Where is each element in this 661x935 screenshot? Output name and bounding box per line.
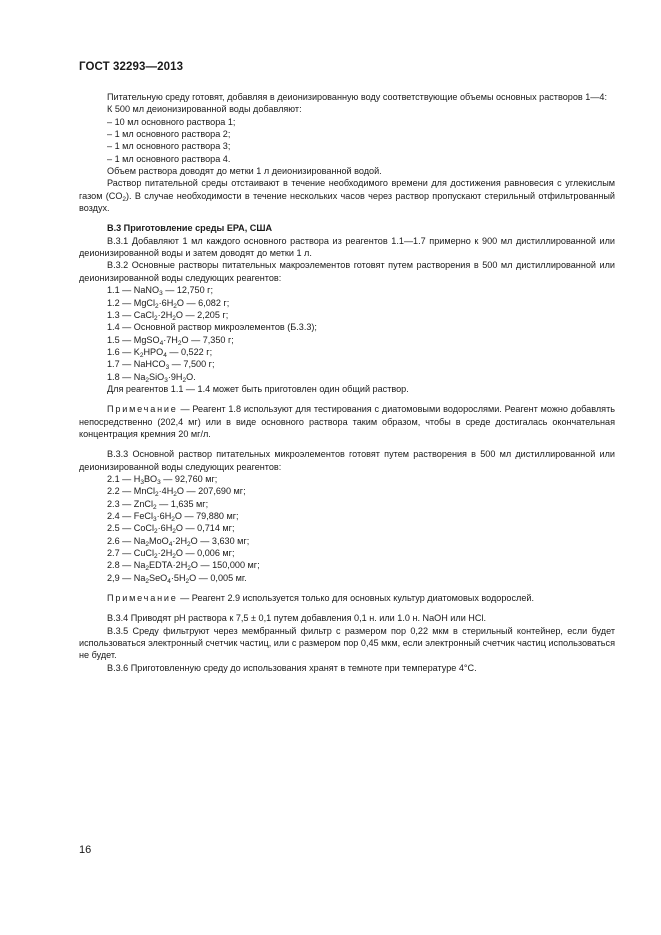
- list-item: – 1 мл основного раствора 3;: [107, 141, 231, 152]
- clause-b36: В.3.6 Приготовленную среду до использования хранят в темноте при температуре 4°C.: [107, 662, 477, 673]
- reagent-item: 2.4 — $FeCl_3\cdot 6H_2O$ — 79,880 мг;: [107, 511, 239, 523]
- page-number: 16: [79, 844, 92, 856]
- intro-paragraph: Раствор питательной среды отстаивают в течение необходимого времени для достижения равновесия с углекислым газом $(CO_2)$. В случае необходимости в течение нескольких часов через раствор пропускают стерильный отфильтрованный воздух.: [79, 178, 615, 214]
- reagent-item: 2.7 — $CuCl_2\cdot 2H_2O$ — 0,006 мг;: [107, 548, 235, 561]
- reagent-item: 1.3 — $CaCl_2\cdot 2H_2O$ — 2,205 г;: [107, 309, 229, 322]
- reagent-item: 1.7 — NaHCO$_3$ — 7,500 г;: [107, 359, 215, 372]
- note-label: Примечание: [107, 593, 178, 604]
- reagent-item: 1.1 — NaNO$_3$ — 12,750 г;: [107, 285, 214, 298]
- clause-b33: В.3.3 Основной раствор питательных микроэлементов готовят путем растворения в 500 мл дистиллированной или деионизированной воды следующих реагентов:: [79, 449, 615, 472]
- micro-reagent-list: [79, 473, 615, 584]
- clause-b34: В.3.4 Приводят pH раствора к 7,5 ± 0,1 путем добавления 0,1 н. или 1.0 н. NaOH или HCl.: [107, 613, 486, 624]
- clause-b32: В.3.2 Основные растворы питательных макроэлементов готовят путем растворения в 500 мл дистиллированной или деионизированной воды следующих реагентов:: [79, 260, 615, 283]
- note-2: Примечание — Реагент 2.9 используется только для основных культур диатомовых водорослей.: [107, 593, 534, 604]
- list-item: – 10 мл основного раствора 1;: [107, 116, 236, 127]
- reagent-item: 1.8 — $Na_2SiO_3\cdot 9H_2O$.: [107, 371, 196, 384]
- reagent-item: 2,9 — $Na_2SeO_4\cdot 5H_2O$ — 0,005 мг.: [107, 572, 247, 585]
- reagent-item: 2.6 — $Na_2MoO_4\cdot 2H_2O$ — 3,630 мг;: [107, 535, 250, 548]
- macro-note: Для реагентов 1.1 — 1.4 может быть приготовлен один общий раствор.: [107, 383, 409, 394]
- reagent-item: 2.2 — $MnCl_2\cdot 4H_2O$ — 207,690 мг;: [107, 486, 246, 499]
- reagent-item: 2.8 — $Na_2EDTA\cdot 2H_2O$ — 150,000 мг;: [107, 560, 260, 573]
- list-item: – 1 мл основного раствора 2;: [107, 129, 231, 140]
- intro-paragraph: К 500 мл деионизированной воды добавляют:: [107, 104, 302, 115]
- clause-b35: В.3.5 Среду фильтруют через мембранный фильтр с размером пор 0,22 мкм в стерильный контейнер, если будет использоваться электронный счетчик частиц, или с размером пор 0,45 мкм, если электронный счетчик частиц использоваться не будет.: [79, 625, 615, 661]
- note-1: Примечание — Реагент 1.8 используют для тестирования с диатомовыми водорослями. Реагент можно добавлять непосредственно (202,4 мг) или в виде основного раствора таким образом, чтобы в среде достигалась окончательная концентрация кремния 20 мг/л.: [79, 404, 615, 439]
- reagent-item: 2.1 — $H_3BO_3$ — 92,760 мг;: [107, 473, 218, 486]
- reagent-item: 1.4 — Основной раствор микроэлементов (Б.3.3);: [107, 322, 317, 333]
- reagent-item: 2.5 — $CoCl_2\cdot 6H_2O$ — 0,714 мг;: [107, 523, 235, 536]
- reagent-item: 1.6 — $K_2HPO_4$ — 0,522 г;: [107, 346, 213, 359]
- reagent-item: 2.3 — ZnCl$_2$ — 1,635 мг;: [107, 498, 209, 511]
- intro-paragraph: Объем раствора доводят до метки 1 л деионизированной водой.: [107, 166, 382, 177]
- intro-paragraph: Питательную среду готовят, добавляя в деионизированную воду соответствующие объемы основных растворов 1—4:: [107, 92, 607, 102]
- document-header: ГОСТ 32293—2013: [79, 61, 184, 73]
- list-item: – 1 мл основного раствора 4.: [107, 153, 231, 164]
- note-label: Примечание: [107, 404, 178, 415]
- section-heading: В.3 Приготовление среды ЕРА, США: [107, 223, 273, 234]
- reagent-item: 1.2 — $MgCl_2\cdot 6H_2O$ — 6,082 г;: [107, 297, 230, 310]
- intro-list: [79, 116, 615, 165]
- macro-reagent-list: [79, 284, 615, 383]
- document-body: [79, 91, 615, 674]
- clause-b31: В.3.1 Добавляют 1 мл каждого основного раствора из реагентов 1.1—1.7 примерно к 900 мл дистиллированной или деионизированной воды и затем доводят до метки 1 л.: [79, 235, 615, 259]
- reagent-item: 1.5 — $MgSO_4\cdot 7H_2O$ — 7,350 г;: [107, 334, 234, 347]
